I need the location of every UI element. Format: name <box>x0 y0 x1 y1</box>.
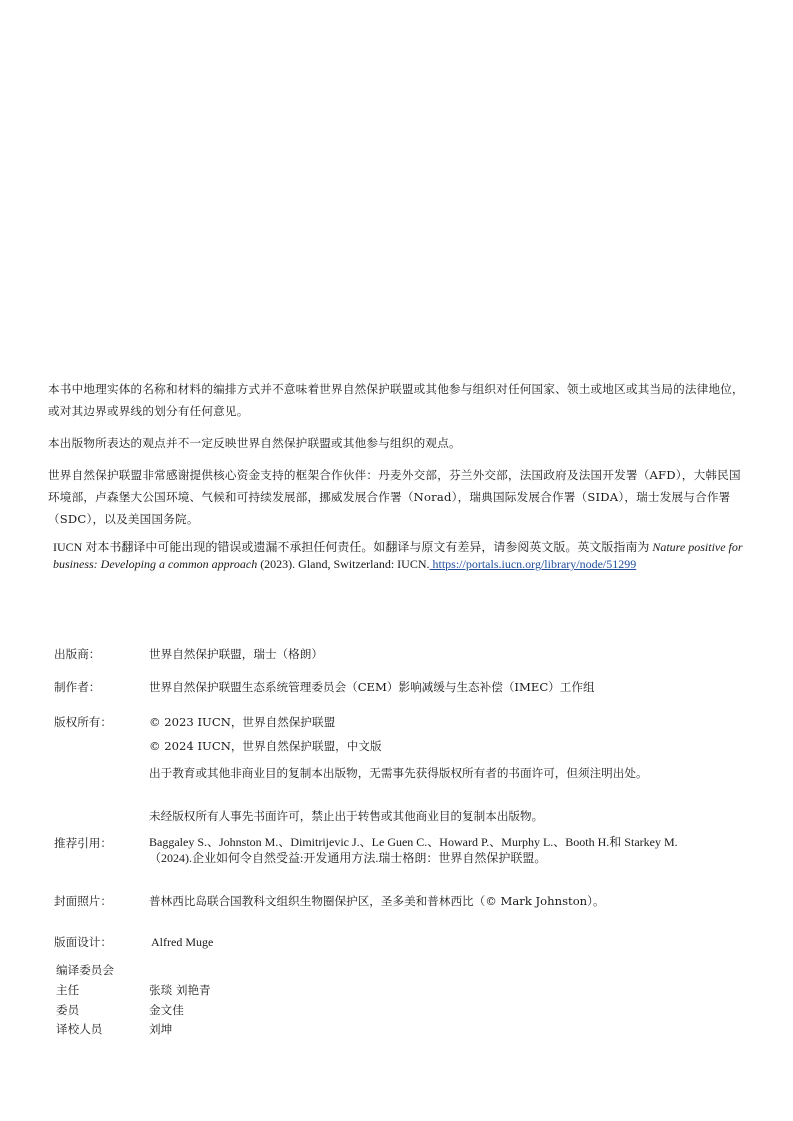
acknowledgement-partners: 世界自然保护联盟非常感谢提供核心资金支持的框架合作伙伴：丹麦外交部，芬兰外交部，法国政府及法国开发署（AFD），大韩民国环境部，卢森堡大公国环境、气候和可持续发展部，挪威发展合作署（Norad），瑞典国际发展合作署（SIDA），瑞士发展与合作署（SDC），以及美国国务院。 <box>48 468 741 526</box>
publisher-value: 世界自然保护联盟，瑞士（格朗） <box>149 647 323 661</box>
copyright-line-1: © 2023 IUCN，世界自然保护联盟 <box>149 715 336 729</box>
copyright-line-4: 未经版权所有人事先书面许可，禁止出于转售或其他商业目的复制本出版物。 <box>149 809 544 823</box>
translation-disclaimer-text: IUCN 对本书翻译中可能出现的错误或遗漏不承担任何责任。如翻译与原文有差异，请参阅英文版。英文版指南为 <box>53 540 653 554</box>
producer-value: 世界自然保护联盟生态系统管理委员会（CEM）影响减缓与生态补偿（IMEC）工作组 <box>149 680 595 694</box>
translation-disclaimer <box>53 539 753 573</box>
copyright-line-2: © 2024 IUCN，世界自然保护联盟，中文版 <box>149 739 382 753</box>
library-link[interactable]: https://portals.iucn.org/library/node/51299 <box>429 557 637 571</box>
committee-title: 编译委员会 <box>56 963 114 977</box>
member-label: 委员 <box>56 1003 80 1017</box>
translation-disclaimer-source: (2023). Gland, Switzerland: IUCN. <box>257 557 430 571</box>
chair-value: 张琰 刘艳青 <box>149 983 211 997</box>
layout-design-label: 版面设计： <box>54 935 112 949</box>
producer-label: 制作者： <box>54 680 101 694</box>
english-title: Nature positive for business: Developing a common approach <box>53 540 743 571</box>
cover-photo-value: 普林西比岛联合国教科文组织生物圈保护区，圣多美和普林西比（© Mark Johnston）。 <box>149 894 605 908</box>
cover-photo-label: 封面照片： <box>54 894 112 908</box>
copyright-line-3: 出于教育或其他非商业目的复制本出版物，无需事先获得版权所有者的书面许可，但须注明出处。 <box>149 766 648 780</box>
publisher-label: 出版商： <box>54 647 101 661</box>
citation-value: Baggaley S.、Johnston M.、Dimitrijevic J.、Le Guen C.、Howard P.、Murphy L.、Booth H.和 Starkey M.（2024).企业如何令自然受益:开发通用方法.瑞士格朗：世界自然保护联盟。 <box>149 835 678 865</box>
disclaimer-views: 本出版物所表达的观点并不一定反映世界自然保护联盟或其他参与组织的观点。 <box>48 436 461 450</box>
copyright-label: 版权所有： <box>54 715 112 729</box>
translator-value: 刘坤 <box>149 1022 173 1036</box>
chair-label: 主任 <box>56 983 80 997</box>
translator-label: 译校人员 <box>56 1022 103 1036</box>
disclaimer-geographic: 本书中地理实体的名称和材料的编排方式并不意味着世界自然保护联盟或其他参与组织对任何国家、领土或地区或其当局的法律地位，或对其边界或界线的划分有任何意见。 <box>48 382 744 418</box>
member-value: 金文佳 <box>149 1003 184 1017</box>
citation-label: 推荐引用： <box>54 836 112 850</box>
layout-design-value: Alfred Muge <box>151 935 214 949</box>
